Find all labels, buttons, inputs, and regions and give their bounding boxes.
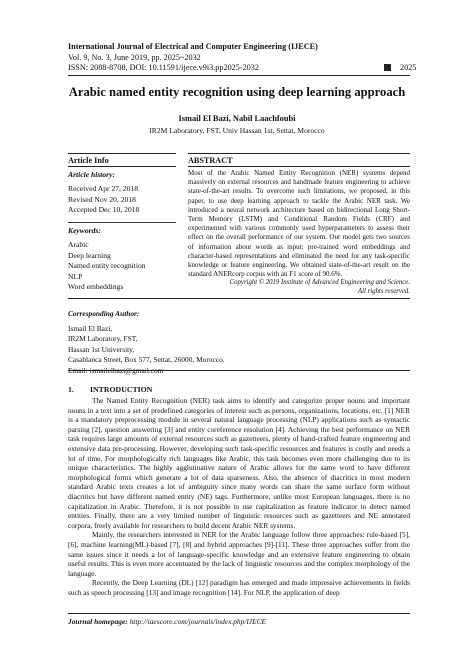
keywords-block: [68, 226, 176, 292]
keyword: Deep learning: [68, 250, 111, 260]
page-marker-icon: [384, 64, 391, 71]
keyword: NLP: [68, 271, 83, 281]
section-heading: [68, 385, 152, 394]
author-affiliation: IR2M Laboratory, FST, Univ Hassan 1st, Settat, Morocco: [149, 126, 325, 135]
rights-line: All rights reserved.: [357, 288, 410, 295]
journal-footer: [68, 617, 410, 626]
footer-rule: [68, 613, 410, 614]
journal-header: [68, 42, 418, 74]
article-info-heading-rule: [68, 166, 176, 167]
corresponding-author-label: Corresponding Author:: [68, 309, 140, 318]
section-number: 1.: [68, 385, 74, 394]
section-title: INTRODUCTION: [90, 385, 153, 394]
keyword: Word embeddings: [68, 282, 124, 292]
info-bottom-rule: [68, 298, 410, 299]
author-list: Ismail El Bazi, Nabil Laachfoubi: [178, 114, 296, 123]
corresponding-author: [68, 309, 408, 377]
history-accepted: Accepted Dec 10, 2018: [68, 205, 140, 215]
history-divider: [68, 222, 176, 223]
paragraph: Mainly, the researchers interested in NER for the Arabic language follow three approaches: rule-based [5],[6], machine learning(ML)-based [7], [8] and hybrid approaches [9]-[11]. These three approaches suffer from the same issues since it needs a lot of language-specific knowledge and an extensive feature engineering to obtain useful results. This is even more accentuated by the lack of linguistic resources and the complex morphology of the language.: [68, 530, 410, 578]
article-info-top-rule: [68, 153, 176, 154]
issn-row: [68, 63, 418, 74]
article-history-label: Article history:: [68, 170, 116, 179]
corr-address: Casablanca Street, Box 577, Settat, 26000, Morocco.: [68, 355, 225, 365]
article-info-heading: Article Info: [68, 156, 109, 165]
abstract-heading-rule: [188, 166, 410, 167]
abstract-text: Most of the Arabic Named Entity Recognition (NER) systems depend massively on external resources and handmade feature engineering to achieve state-of-the-art results. To overcome such limitations, we proposed, in this paper, to use deep learning approach to tackle the Arabic NER task. We introduced a neural network architecture based on bidirectional Long Short-Term Memory (LSTM) and Conditional Random Fields (CRF) and experimented with various commonly used hyperparameters to assess their effect on the overall performance of our system. Our model gets two sources of information about words as input: pre-trained word embeddings and character-based representations and eliminated the need for any task-specific knowledge or feature engineering. We obtained state-of-the-art result on the standard ANERcorp corpus with an F1 score of 90.6%.: [188, 169, 410, 279]
history-revised: Revised Nov 20, 2018: [68, 194, 136, 204]
homepage-label: Journal homepage:: [68, 617, 128, 626]
copyright-notice: [188, 278, 410, 296]
corr-name: Ismail El Bazi,: [68, 323, 113, 333]
introduction-body: [68, 396, 410, 597]
volume-info: Vol. 9, No. 3, June 2019, pp. 2025~2032: [68, 52, 201, 62]
keyword: Arabic: [68, 240, 89, 250]
corr-lab: IR2M Laboratory, FST,: [68, 334, 138, 344]
keywords-label: Keywords:: [68, 226, 101, 235]
homepage-url[interactable]: http://iaescore.com/journals/index.php/IJECE: [129, 617, 267, 626]
paper-title: Arabic named entity recognition using deep learning approach: [68, 85, 406, 99]
corresponding-bottom-rule: [68, 370, 410, 371]
copyright-line: Copyright © 2019 Institute of Advanced Engineering and Science.: [229, 279, 410, 286]
paragraph: Recently, the Deep Learning (DL) [12] paradigm has emerged and made impressive achievements in fields such as speech processing [13] and image recognition [14]. For NLP, the application of deep: [68, 578, 410, 597]
header-rule: [68, 75, 410, 76]
page-number: 2025: [400, 63, 417, 72]
journal-name: International Journal of Electrical and Computer Engineering (IJECE): [68, 42, 318, 51]
paragraph: The Named Entity Recognition (NER) task aims to identify and categorize proper nouns and important nouns in a text into a set of predefined categories of interest such as persons, organizations, locations, etc. [1] NER is a mandatory preprocessing module in several natural language processing (NLP) applications such as syntactic parsing [2], question answering [3] and entity coreference resolution [4]. Achieving the best performance on NER task requires large amounts of external resources such as gazetteers, plenty of hand-crafted feature engineering and extensive data pre-processing. However, developing such task-specific resources and features is costly and needs a lot of time. For morphologically rich languages like Arabic, this task becomes even more challenging due to its unique characteristics. The highly agglutinative nature of Arabic allows for the same word to have different morphological forms which generate a lot of data sparseness. Also, the absence of diacritics in most modern standard Arabic texts creates a lot of ambiguity since many words can share the same surface form without diacritics but have different named entity (NE) tags. Furthermore, unlike most European languages, there is no capitalization in Arabic. Therefore, it is not possible to use capitalization as feature indicator to detect named entities. Finally, there are a very limited number of linguistic resources such as gazetteers and NE annotated corpora, freely available for researchers to build decent Arabic NER systems.: [68, 396, 410, 530]
corr-email: Email: ismailelbazi@gmail.com: [68, 365, 164, 375]
abstract-top-rule: [188, 153, 410, 154]
abstract-heading: ABSTRACT: [188, 156, 233, 165]
corr-university: Hassan 1st University,: [68, 344, 135, 354]
history-received: Received Apr 27, 2018: [68, 184, 139, 194]
article-history: [68, 170, 176, 216]
keyword: Named entity recognition: [68, 261, 146, 271]
issn-doi: ISSN: 2088-8708, DOI: 10.11591/ijece.v9i3.pp2025-2032: [68, 63, 259, 72]
